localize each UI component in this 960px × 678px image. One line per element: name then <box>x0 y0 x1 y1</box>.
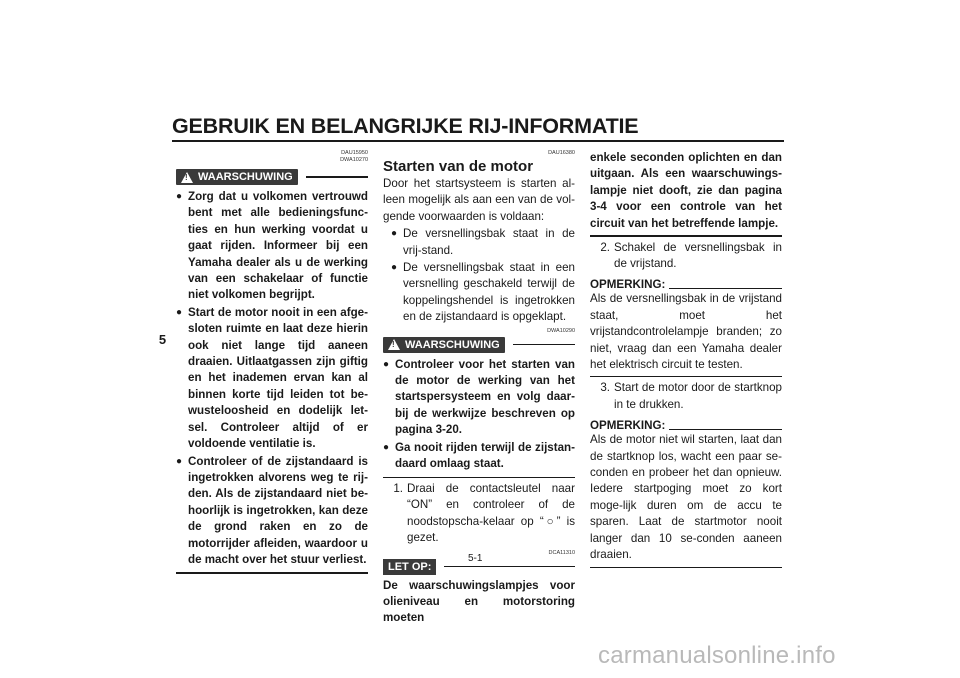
step-1: 1. Draai de contactsleutel naar “ON” en controleer of de noodstopscha-kelaar op “○” is gezet. <box>393 482 575 545</box>
condition-item: ● De versnellingsbak staat in een versnelling geschakeld terwijl de koppelingshendel is ingetrokken en de zijstandaard is opgeklapt. <box>391 260 575 326</box>
warning-header <box>383 336 575 354</box>
note-end-rule <box>590 567 782 568</box>
watermark: carmanualsonline.info <box>598 642 836 669</box>
step-3: 3. Start de motor door de startknop in te drukken. <box>600 381 782 411</box>
warning-label: WAARSCHUWING <box>198 171 293 183</box>
doc-code: DWA10290 <box>547 327 575 334</box>
bullet-icon: ● <box>176 191 183 202</box>
doc-code: DAU16380 <box>548 150 575 156</box>
conditions-list <box>383 226 575 325</box>
warning-rule <box>306 176 368 178</box>
warning-badge <box>176 169 298 185</box>
note-end-rule <box>590 376 782 377</box>
note-text: Als de motor niet wil starten, laat dan de startknop los, wacht een paar se-conden en probeer het dan opnieuw. Iedere startpoging moet zo kort moge-lijk duren om de accu te sparen. Laat de startmotor nooit langer dan 10 se-conden aaneen draaien. <box>590 433 782 562</box>
bullet-icon: ● <box>176 455 183 467</box>
warning-badge <box>383 337 505 353</box>
note-text: Als de versnellingsbak in de vrijstand staat, moet het vrijstandcontrolelampje branden; zo niet, vraag dan een Yamaha dealer het elektrisch circuit te testen. <box>590 292 782 371</box>
bullet-icon: ● <box>391 228 398 240</box>
warning-triangle-icon: ! <box>181 172 193 183</box>
bullet-icon: ● <box>391 262 398 274</box>
caution-end-rule <box>590 235 782 237</box>
warning-item: ● Controleer voor het starten van de motor de werking van het startspersysteem en volg daar-bij de werkwijze beschreven op pagina 3-20. <box>383 357 575 439</box>
warning-rule <box>513 344 575 346</box>
caution-rule <box>444 566 575 568</box>
warning-end-rule <box>383 477 575 479</box>
condition-item: ● De versnellingsbak staat in de vrij-stand. <box>391 226 575 259</box>
warning-header <box>176 168 368 186</box>
column-right <box>590 150 782 568</box>
warning-triangle-icon: ! <box>388 339 400 350</box>
warning-item: ● Controleer of de zijstandaard is ingetrokken alvorens weg te rij-den. Als de zijstandaard niet be-hoorlijk is ingetrokken, kan deze de grond raken en zo de motorrijder afleiden, waardoor u de macht over het stuur verliest. <box>176 454 368 569</box>
warning-item: ● Start de motor nooit in een afge-sloten ruimte en laat deze hierin ook niet lange tijd aaneen draaien. Uitlaatgassen zijn giftig en het inademen ervan kan al binnen korte tijd leiden tot be-wusteloosheid en dodelijk let-sel. Controleer altijd of er voldoende ventilatie is. <box>176 305 368 453</box>
step-2: 2. Schakel de versnellingsbak in de vrijstand. <box>600 240 782 270</box>
caution-text-continued: enkele seconden oplichten en dan uitgaan. Als een waarschuwings-lampje niet dooft, zie dan pagina 3-4 voor een controle van het circuit van het betreffende lampje. <box>590 151 782 230</box>
doc-code: DCA11310 <box>548 549 575 556</box>
bullet-icon: ● <box>176 306 183 318</box>
doc-code: DWA10270 <box>340 157 368 163</box>
note-header: OPMERKING: <box>590 419 782 432</box>
doc-code: DAU15950 <box>341 150 368 156</box>
warning-item: ● Ga nooit rijden terwijl de zijstan-daard omlaag staat. <box>383 440 575 473</box>
column-left <box>176 150 368 574</box>
caution-badge: LET OP: <box>383 559 436 575</box>
page-title: GEBRUIK EN BELANGRIJKE RIJ-INFORMATIE <box>172 114 639 138</box>
intro-text: Door het startsysteem is starten al-leen mogelijk als aan een van de vol-gende voorwaarden is voldaan: <box>383 177 575 223</box>
warning-end-rule <box>176 572 368 574</box>
section-heading: Starten van de motor <box>383 158 534 175</box>
bullet-icon: ● <box>383 441 390 453</box>
caution-text: De waarschuwingslampjes voor olieniveau en motorstoring moeten <box>383 578 575 625</box>
note-header: OPMERKING: <box>590 278 782 291</box>
warning-label: WAARSCHUWING <box>405 338 500 351</box>
warning-item: ● Zorg dat u volkomen vertrouwd bent met alle bedieningsfunc-ties en hun werking voordat u gaat rijden. Informeer bij een Yamaha dealer als u de werking van een schakelaar of functie niet volkomen begrijpt. <box>176 189 368 304</box>
chapter-tab: 5 <box>154 329 171 351</box>
page-number: 5-1 <box>468 553 483 564</box>
bullet-icon: ● <box>383 358 390 370</box>
title-rule <box>172 140 784 142</box>
note-rule <box>669 288 782 289</box>
note-rule <box>669 429 782 430</box>
